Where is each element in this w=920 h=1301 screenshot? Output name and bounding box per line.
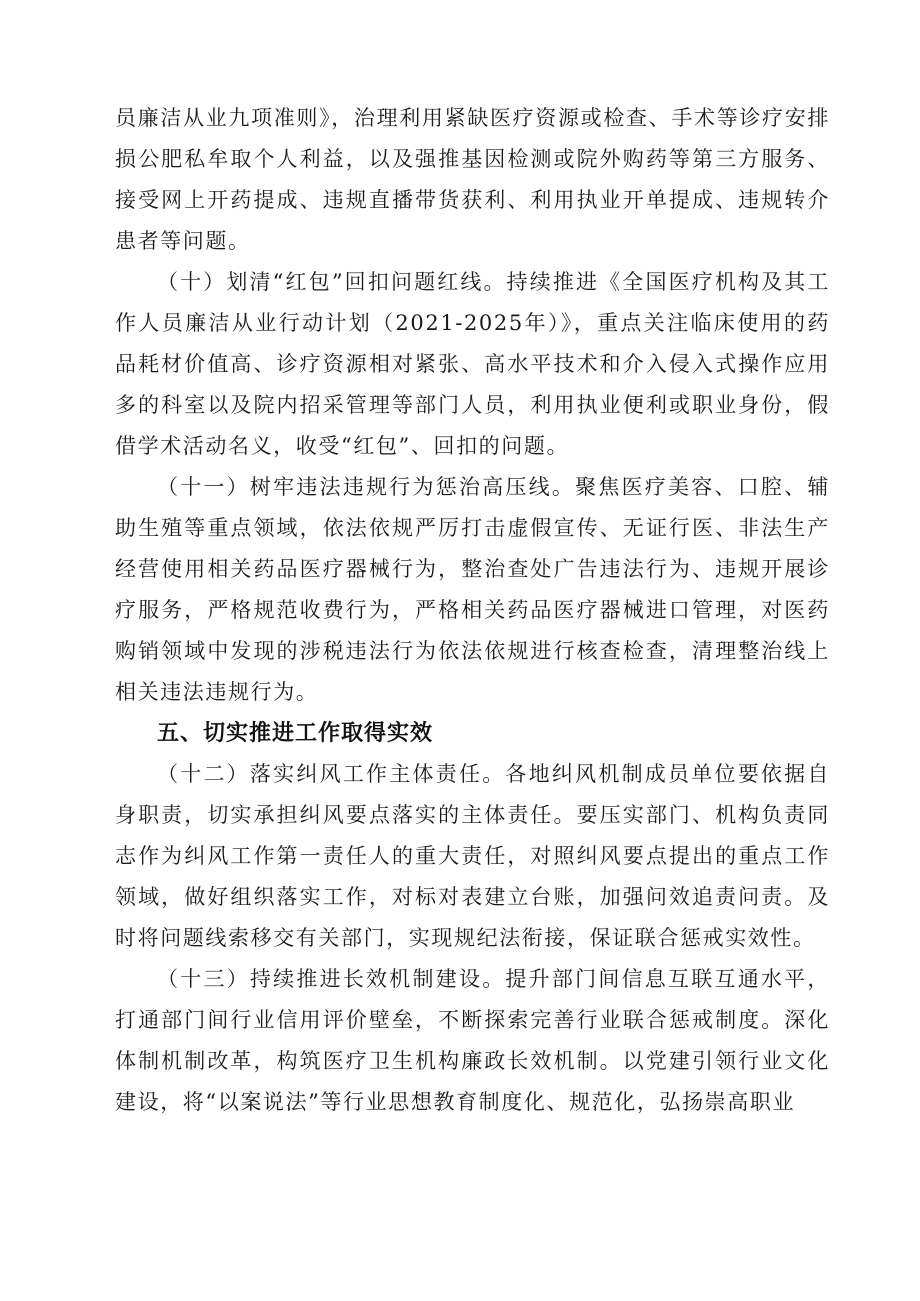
paragraph-item-10: （十）划清“红包”回扣问题红线。持续推进《全国医疗机构及其工作人员廉洁从业行动计划（2021-2025年）》，重点关注临床使用的药品耗材价值高、诊疗资源相对紧张、高水平技术和介入侵入式操作应用多的科室以及院内招采管理等部门人员，利用执业便利或职业身份，假借学术活动名义，收受“红包”、回扣的问题。 — [115, 270, 830, 458]
paragraph-item-12: （十二）落实纠风工作主体责任。各地纠风机制成员单位要依据自身职责，切实承担纠风要点落实的主体责任。要压实部门、机构负责同志作为纠风工作第一责任人的重大责任，对照纠风要点提出的重点工作领域，做好组织落实工作，对标对表建立台账，加强问效追责问责。及时将问题线索移交有关部门，实现规纪法衔接，保证联合惩戒实效性。 — [115, 762, 830, 950]
section-heading-5: 五、切实推进工作取得实效 — [157, 721, 434, 746]
paragraph-item-11: （十一）树牢违法违规行为惩治高压线。聚焦医疗美容、口腔、辅助生殖等重点领域，依法依规严厉打击虚假宣传、无证行医、非法生产经营使用相关药品医疗器械行为，整治查处广告违法行为、违规开展诊疗服务，严格规范收费行为，严格相关药品医疗器械进口管理，对医药购销领域中发现的涉税违法行为依法依规进行核查检查，清理整治线上相关违法违规行为。 — [115, 475, 830, 704]
paragraph-continuation: 员廉洁从业九项准则》，治理利用紧缺医疗资源或检查、手术等诊疗安排损公肥私牟取个人利益，以及强推基因检测或院外购药等第三方服务、接受网上开药提成、违规直播带货获利、利用执业开单提成、违规转介患者等问题。 — [115, 106, 830, 253]
document-body — [115, 98, 830, 1123]
paragraph-item-13: （十三）持续推进长效机制建设。提升部门间信息互联互通水平，打通部门间行业信用评价壁垒，不断探索完善行业联合惩戒制度。深化体制机制改革，构筑医疗卫生机构廉政长效机制。以党建引领行业文化建设，将“以案说法”等行业思想教育制度化、规范化，弘扬崇高职业 — [115, 967, 830, 1114]
